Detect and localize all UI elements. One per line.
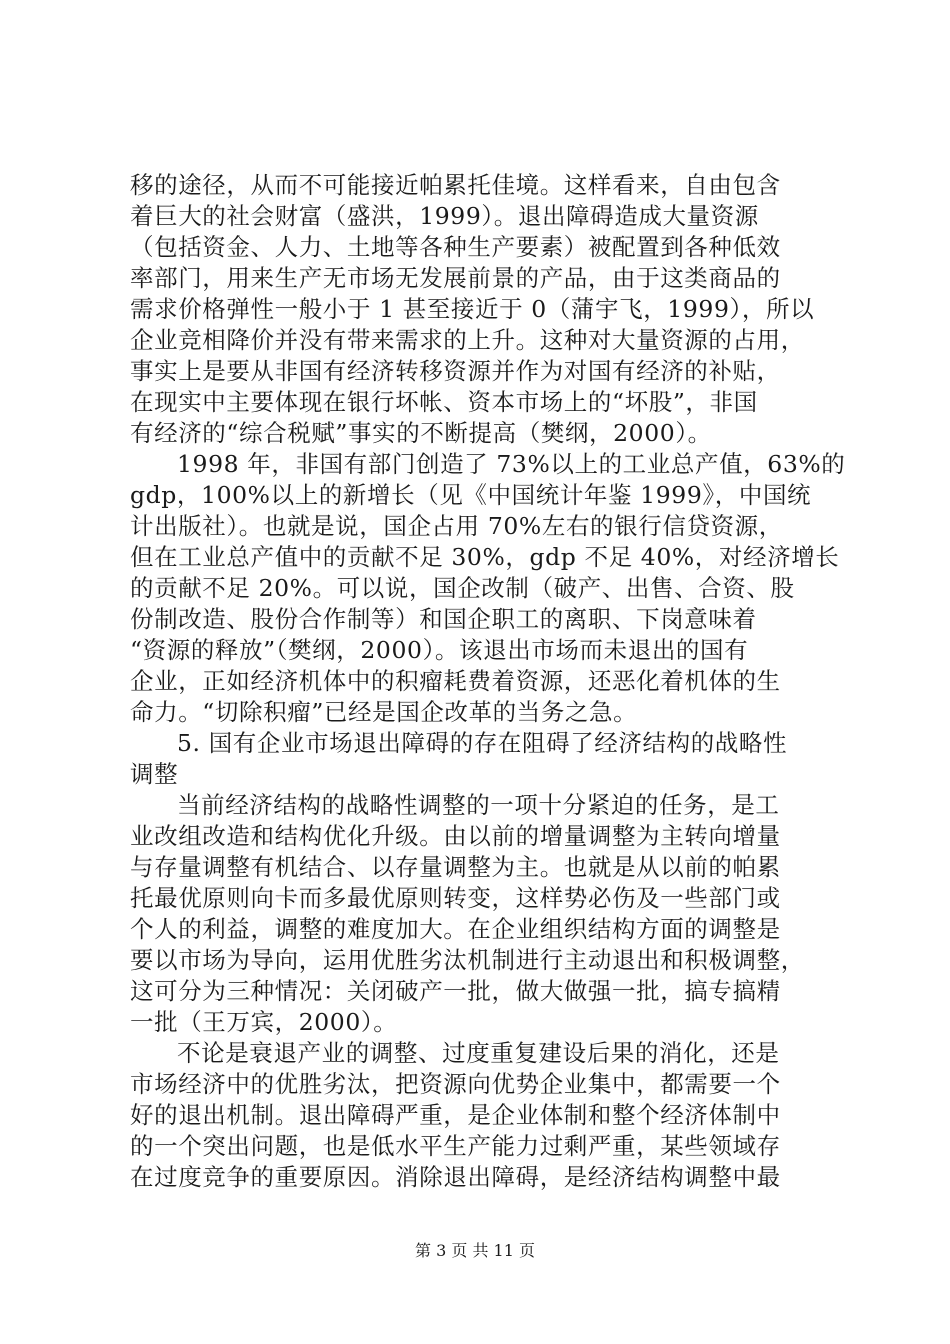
- text-line: gdp，100%以上的新增长（见《中国统计年鉴 1999》，中国统: [130, 481, 812, 509]
- page-number-label: 第 3 页 共 11 页: [415, 1241, 535, 1260]
- text-line: 事实上是要从非国有经济转移资源并作为对国有经济的补贴，: [130, 357, 781, 385]
- text-line: 有经济的“综合税赋”事实的不断提高（樊纲，2000）。: [130, 419, 712, 447]
- text-line: 命力。“切除积瘤”已经是国企改革的当务之急。: [130, 698, 638, 726]
- text-line: 的贡献不足 20%。可以说，国企改制（破产、出售、合资、股: [130, 574, 795, 602]
- text-line: 托最优原则向卡而多最优原则转变，这样势必伤及一些部门或: [130, 884, 781, 912]
- text-line: 一批（王万宾，2000）。: [130, 1008, 398, 1036]
- text-line: 份制改造、股份合作制等）和国企职工的离职、下岗意味着: [130, 605, 757, 633]
- section-heading-continuation: 调整: [130, 760, 179, 788]
- text-line: 个人的利益，调整的难度加大。在企业组织结构方面的调整是: [130, 915, 781, 943]
- text-line: 业改组改造和结构优化升级。由以前的增量调整为主转向增量: [130, 822, 781, 850]
- text-line: 市场经济中的优胜劣汰，把资源向优势企业集中，都需要一个: [130, 1070, 781, 1098]
- paragraph-first-line: 1998 年，非国有部门创造了 73%以上的工业总产值，63%的: [177, 450, 846, 478]
- section-heading: 5. 国有企业市场退出障碍的存在阻碍了经济结构的战略性: [177, 729, 788, 757]
- text-line: 在过度竞争的重要原因。消除退出障碍，是经济结构调整中最: [130, 1163, 781, 1191]
- paragraph-first-line: 当前经济结构的战略性调整的一项十分紧迫的任务，是工: [177, 791, 780, 819]
- document-body: [130, 170, 846, 1193]
- text-line: 移的途径，从而不可能接近帕累托佳境。这样看来，自由包含: [130, 171, 781, 199]
- text-line: 这可分为三种情况：关闭破产一批，做大做强一批，搞专搞精: [130, 977, 781, 1005]
- text-line: 计出版社）。也就是说，国企占用 70%左右的银行信贷资源，: [130, 512, 783, 540]
- text-line: 率部门，用来生产无市场无发展前景的产品，由于这类商品的: [130, 264, 781, 292]
- text-line: “资源的释放”（樊纲，2000）。该退出市场而未退出的国有: [130, 636, 749, 664]
- text-line: 的一个突出问题，也是低水平生产能力过剩严重，某些领域存: [130, 1132, 781, 1160]
- text-line: 好的退出机制。退出障碍严重，是企业体制和整个经济体制中: [130, 1101, 781, 1129]
- text-line: 着巨大的社会财富（盛洪，1999）。退出障碍造成大量资源: [130, 202, 759, 230]
- text-line: 与存量调整有机结合、以存量调整为主。也就是从以前的帕累: [130, 853, 781, 881]
- text-line: 企业，正如经济机体中的积瘤耗费着资源，还恶化着机体的生: [130, 667, 781, 695]
- text-line: 企业竞相降价并没有带来需求的上升。这种对大量资源的占用，: [130, 326, 805, 354]
- paragraph-first-line: 不论是衰退产业的调整、过度重复建设后果的消化，还是: [177, 1039, 780, 1067]
- text-line: 在现实中主要体现在银行坏帐、资本市场上的“坏股”，非国: [130, 388, 758, 416]
- text-line: 要以市场为导向，运用优胜劣汰机制进行主动退出和积极调整，: [130, 946, 805, 974]
- text-line: 需求价格弹性一般小于 1 甚至接近于 0（蒲宇飞，1999），所以: [130, 295, 815, 323]
- text-line: （包括资金、人力、土地等各种生产要素）被配置到各种低效: [130, 233, 781, 261]
- page-footer: [0, 1240, 950, 1262]
- text-line: 但在工业总产值中的贡献不足 30%，gdp 不足 40%，对经济增长: [130, 543, 840, 571]
